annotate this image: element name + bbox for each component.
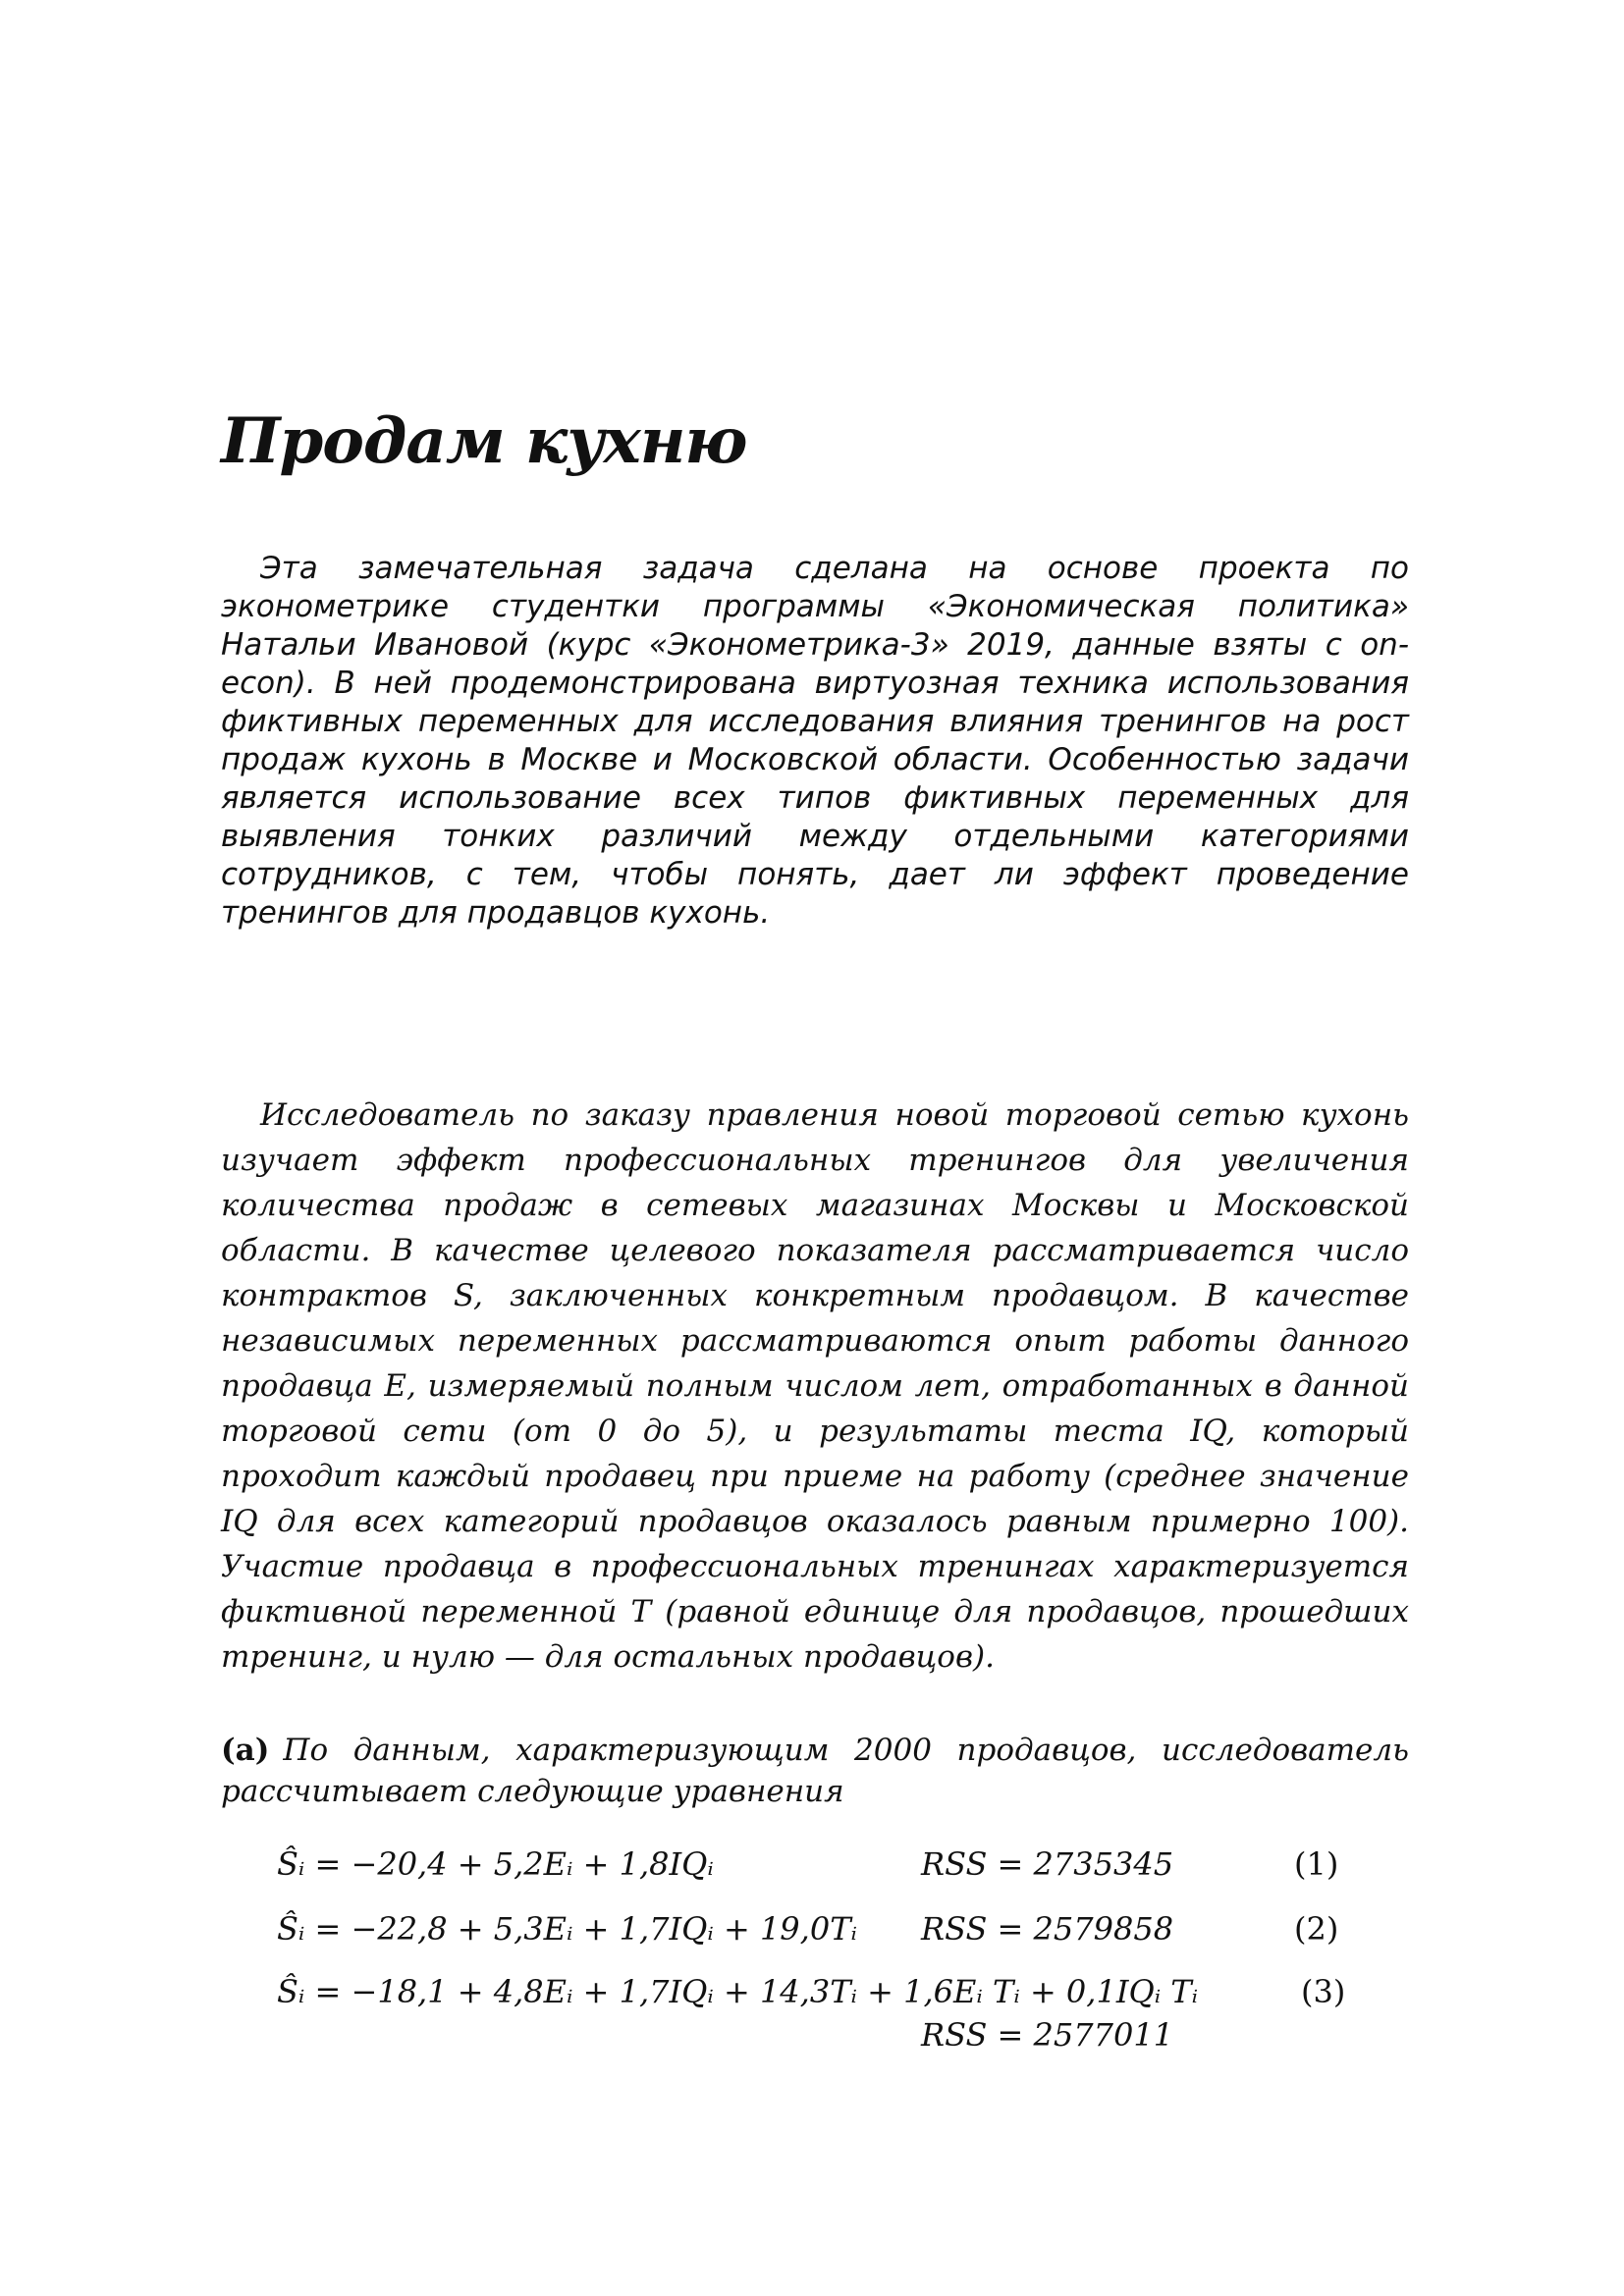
- equation-1: Ŝᵢ = −20,4 + 5,2Eᵢ + 1,8IQᵢ: [277, 1845, 714, 1883]
- equation-3: Ŝᵢ = −18,1 + 4,8Eᵢ + 1,7IQᵢ + 14,3Tᵢ + 1,6Eᵢ Tᵢ + 0,1IQᵢ Tᵢ: [277, 1973, 1199, 2010]
- task-label: (a): [221, 1733, 270, 1768]
- equation-3-number: (3): [1301, 1973, 1346, 2010]
- page-title: Продам кухню: [221, 404, 747, 478]
- equation-2: Ŝᵢ = −22,8 + 5,3Eᵢ + 1,7IQᵢ + 19,0Tᵢ: [277, 1910, 857, 1948]
- intro-paragraph: Эта замечательная задача сделана на основе проекта по эконометрике студентки программы «Экономическая политика» Натальи Ивановой (курс «Эконометрика-3» 2019, данные взяты с on-econ). В ней продемонстрирована виртуозная техника использования фиктивных переменных для исследования влияния тренингов на рост продаж кухонь в Москве и Московской области. Особенностью задачи является использование всех типов фиктивных переменных для выявления тонких различий между отдельными категориями сотрудников, с тем, чтобы понять, дает ли эффект проведение тренингов для продавцов кухонь.: [221, 551, 1409, 931]
- equation-2-number: (2): [1294, 1910, 1339, 1948]
- equation-1-number: (1): [1294, 1845, 1339, 1883]
- equation-3-rss: RSS = 2577011: [921, 2016, 1174, 2054]
- task-a: [221, 1730, 1409, 1812]
- problem-statement: Исследователь по заказу правления новой торговой сетью кухонь изучает эффект профессиональных тренингов для увеличения количества продаж в сетевых магазинах Москвы и Московской области. В качестве целевого показателя рассматривается число контрактов S, заключенных конкретным продавцом. В качестве независимых переменных рассматриваются опыт работы данного продавца E, измеряемый полным числом лет, отработанных в данной торговой сети (от 0 до 5), и результаты теста IQ, который проходит каждый продавец при приеме на работу (среднее значение IQ для всех категорий продавцов оказалось равным примерно 100). Участие продавца в профессиональных тренингах характеризуется фиктивной переменной T (равной единице для продавцов, прошедших тренинг, и нулю — для остальных продавцов).: [221, 1097, 1409, 1675]
- equation-1-rss: RSS = 2735345: [921, 1845, 1174, 1883]
- task-text: По данным, характеризующим 2000 продавцов, исследователь рассчитывает следующие уравнения: [221, 1733, 1409, 1809]
- equation-2-rss: RSS = 2579858: [921, 1910, 1174, 1948]
